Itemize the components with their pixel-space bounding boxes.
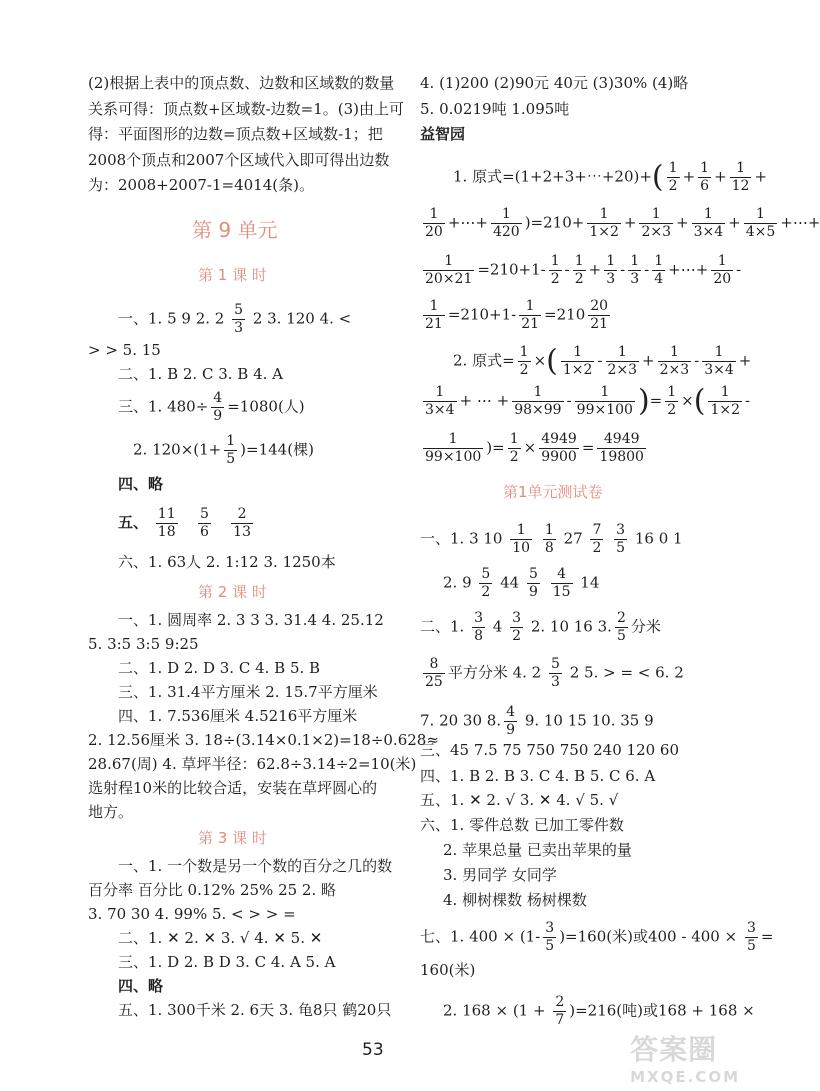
intro-line-4: 2008个顶点和2007个区域代入即可得出边数 <box>88 151 390 169</box>
puzzle1-line-2: $\frac{1}{20}$ +⋯+ $\frac{1}{420}$ )=210+ $\frac{1}{1\times 2}$ + $\frac{1}{2\times 3}$ + $\frac{1}{3\times 4}$ + $\frac{1}{4\times 5}$ +⋯+ <box>425 206 820 240</box>
test-line-15: 2. 168 × (1 + $\frac{2}{7}$ )=216(吨)或168 + 168 × <box>443 994 755 1028</box>
test-line-11: 3. 男同学 女同学 <box>443 866 557 884</box>
test-line-1: 一、1. 3 10 $\frac{1}{10}$ $\frac{1}{8}$ 27 $\frac{7}{2}$ $\frac{3}{5}$ 16 0 1 <box>420 522 683 556</box>
lesson3-line-2: 百分率 百分比 0.12% 25% 25 2. 略 <box>88 881 336 899</box>
test-line-14: 160(米) <box>420 961 476 979</box>
lesson3-line-4: 二、1. ✕ 2. ✕ 3. √ 4. ✕ 5. ✕ <box>118 929 323 947</box>
lesson2-line-8: 选射程10米的比较合适，安装在草坪圆心的 <box>88 779 378 797</box>
puzzle2-line-1: 2. 原式= $\frac{1}{2}$ ×( $\frac{1}{1\times 2}$ - $\frac{1}{2\times 3}$ + $\frac{1}{2\times 3}$ - $\frac{1}{3\times 4}$ + <box>453 343 752 379</box>
right-top-2: 5. 0.0219吨 1.095吨 <box>420 100 570 118</box>
puzzle2-line-2: $\frac{1}{3\times 4}$ + ⋯ + $\frac{1}{98\times 99}$ - $\frac{1}{99\times 100}$ )= $\frac{1}{2}$ ×( $\frac{1}{1\times 2}$ - <box>425 383 751 419</box>
lesson3-line-5: 三、1. D 2. B D 3. C 4. A 5. A <box>118 953 336 971</box>
intro-line-1: (2)根据上表中的顶点数、边数和区域数的数量 <box>88 74 395 92</box>
lesson3-line-1: 一、1. 一个数是另一个数的百分之几的数 <box>118 857 393 875</box>
intro-line-3: 得：平面图形的边数=顶点数+区域数-1；把 <box>88 125 383 143</box>
intro-line-5: 为：2008+2007-1=4014(条)。 <box>88 176 314 194</box>
test-line-10: 2. 苹果总量 已卖出苹果的量 <box>443 841 632 859</box>
test-line-6: 三、45 7.5 75 750 750 240 120 60 <box>420 741 680 759</box>
fraction: $\frac{5}{3}$ <box>234 302 244 336</box>
lesson2-line-9: 地方。 <box>88 803 134 821</box>
lesson1-line-5: 2. 120×(1+ $\frac{1}{5}$ )=144(棵) <box>133 433 314 467</box>
lesson1-line-2: > > 5. 15 <box>88 341 161 359</box>
test-line-5: 7. 20 30 8. $\frac{4}{9}$ 9. 10 15 10. 35 9 <box>420 704 654 738</box>
lesson2-line-1: 一、1. 圆周率 2. 3 3 3. 31.4 4. 25.12 <box>118 611 384 629</box>
lesson1-line-3: 二、1. B 2. C 3. B 4. A <box>118 365 283 383</box>
test-line-4: $\frac{8}{25}$ 平方分米 4. 2 $\frac{5}{3}$ 2 5. > = < 6. 2 <box>425 656 684 690</box>
test-line-3: 二、1. $\frac{3}{8}$ 4 $\frac{3}{2}$ 2. 10 16 3. $\frac{2}{5}$ 分米 <box>420 610 661 644</box>
intro-line-2: 关系可得：顶点数+区域数-边数=1。(3)由上可 <box>88 100 404 118</box>
test-line-9: 六、1. 零件总数 已加工零件数 <box>420 816 624 834</box>
test-line-2: 2. 9 $\frac{5}{2}$ 44 $\frac{5}{9}$ $\frac{4}{15}$ 14 <box>443 566 600 600</box>
lesson3-line-6: 四、略 <box>118 977 164 995</box>
lesson1-line-6: 四、略 <box>118 475 164 493</box>
lesson3-line-3: 3. 70 30 4. 99% 5. < > > = <box>88 905 296 923</box>
test-line-13: 七、1. 400 × (1- $\frac{3}{5}$ )=160(米)或400 - 400 × $\frac{3}{5}$ = <box>420 920 774 954</box>
test-title: 第1单元测试卷 <box>503 483 603 501</box>
lesson2-line-5: 四、1. 7.536厘米 4.5216平方厘米 <box>118 707 358 725</box>
test-line-8: 五、1. ✕ 2. √ 3. ✕ 4. √ 5. √ <box>420 791 619 809</box>
lesson3-title: 第 3 课 时 <box>198 829 267 847</box>
test-line-12: 4. 柳树棵数 杨树棵数 <box>443 891 587 909</box>
lesson3-line-7: 五、1. 300千米 2. 6天 3. 龟8只 鹤20只 <box>118 1001 392 1019</box>
lesson2-line-3: 二、1. D 2. D 3. C 4. B 5. B <box>118 659 321 677</box>
puzzle2-line-3: $\frac{1}{99\times 100}$ )= $\frac{1}{2}$ × $\frac{4949}{9900}$ = $\frac{4949}{19800}$ <box>425 431 644 465</box>
lesson1-line-7: 五、 $\frac{11}{18}$ $\frac{5}{6}$ $\frac{2}{13}$ <box>118 506 251 540</box>
lesson2-line-6: 2. 12.56厘米 3. 18÷(3.14×0.1×2)=18÷0.628≈ <box>88 731 439 749</box>
lesson1-line-4: 三、1. 480÷ $\frac{4}{9}$ =1080(人) <box>118 390 305 424</box>
fraction: $\frac{1}{5}$ <box>226 433 236 467</box>
fraction: $\frac{2}{13}$ <box>233 506 251 540</box>
watermark-logo: 答案圈 MXQE.COM <box>630 1033 740 1086</box>
fraction: $\frac{5}{6}$ <box>199 506 209 540</box>
lesson1-title: 第 1 课 时 <box>198 266 267 284</box>
unit-title: 第 9 单元 <box>192 218 278 242</box>
yizhi-title: 益智园 <box>420 125 466 143</box>
right-top-1: 4. (1)200 (2)90元 40元 (3)30% (4)略 <box>420 74 689 92</box>
lesson2-line-4: 三、1. 31.4平方厘米 2. 15.7平方厘米 <box>118 683 378 701</box>
puzzle1-line-3: $\frac{1}{20\times 21}$ =210+1- $\frac{1}{2}$ - $\frac{1}{2}$ + $\frac{1}{3}$ - $\frac{1}{3}$ - $\frac{1}{4}$ +⋯+ $\frac{1}{20}$ - <box>425 253 742 287</box>
puzzle1-line-4: $\frac{1}{21}$ =210+1- $\frac{1}{21}$ =210 $\frac{20}{21}$ <box>425 298 609 332</box>
lesson2-title: 第 2 课 时 <box>198 583 267 601</box>
lesson1-line-8: 六、1. 63人 2. 1:12 3. 1250本 <box>118 553 336 571</box>
lesson2-line-7: 28.67(周) 4. 草坪半径：62.8÷3.14÷2=10(米) <box>88 755 417 773</box>
page-number: 53 <box>362 1040 384 1060</box>
puzzle1-line-1: 1. 原式=(1+2+3+⋯+20)+( $\frac{1}{2}$ + $\frac{1}{6}$ + $\frac{1}{12}$ + <box>453 159 768 195</box>
fraction: $\frac{11}{18}$ <box>157 506 176 540</box>
test-line-7: 四、1. B 2. B 3. C 4. B 5. C 6. A <box>420 767 656 785</box>
lesson1-line-1: 一、1. 5 9 2. 2 $\frac{5}{3}$ 2 3. 120 4. < <box>118 302 352 336</box>
lesson2-line-2: 5. 3:5 3:5 9:25 <box>88 635 199 653</box>
fraction: $\frac{4}{9}$ <box>213 390 223 424</box>
